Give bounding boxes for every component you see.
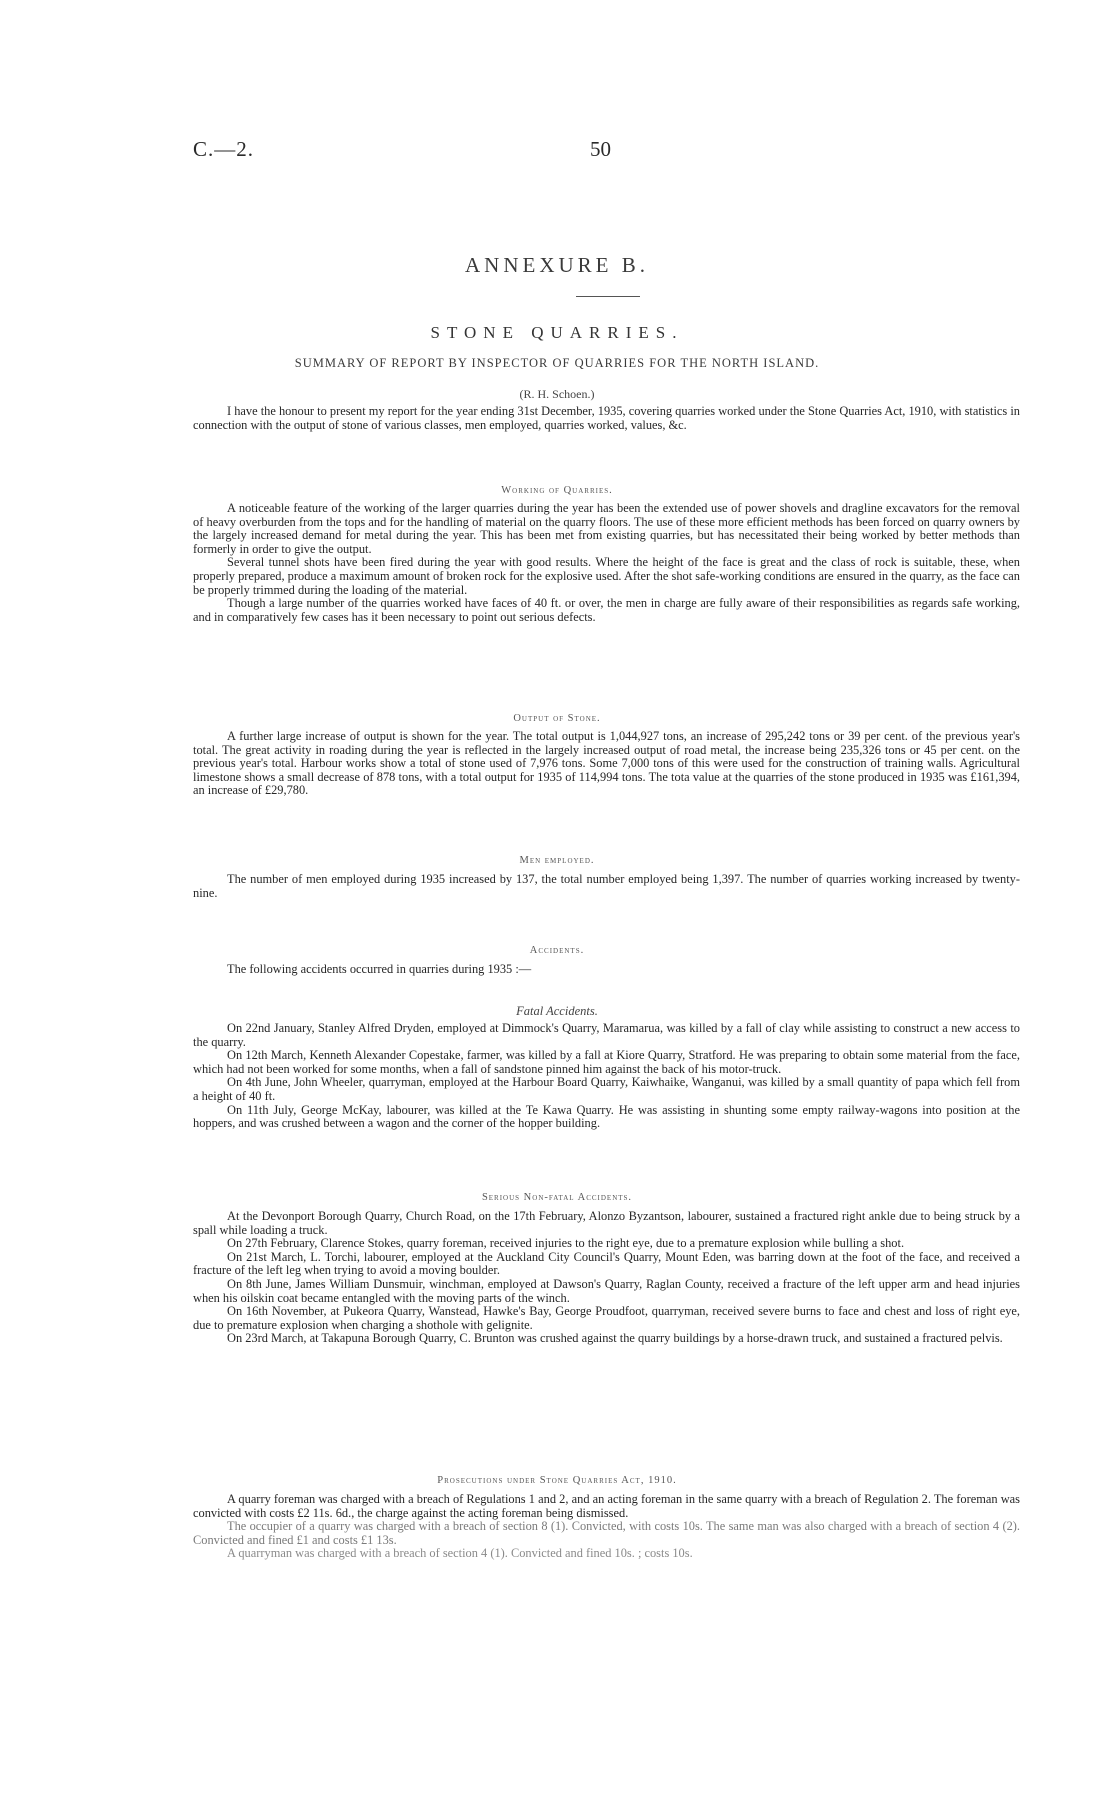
working-paragraph: Several tunnel shots have been fired during the year with good results. Where the height of the face is great and the class of rock is suitable, these, when properly prepared, produce a maximum amount of broken rock for the explosive used. After the shot safe-working conditions are ensured in the quarry, as the face can be properly trimmed during the loading of the material. bbox=[193, 555, 1020, 597]
title-divider bbox=[576, 296, 640, 297]
section-output bbox=[193, 730, 1020, 798]
section-heading-output: Output of Stone. bbox=[513, 713, 601, 724]
output-paragraph: A further large increase of output is shown for the year. The total output is 1,044,927 tons, an increase of 295,242 tons or 39 per cent. of the previous year's total. The great activity in roading during the year is reflected in the largely increased output of road metal, the increase being 235,326 tons or 45 per cent. on the previous year's total. Harbour works show a total of stone used of 7,976 tons. Some 7,000 tons of this were used for the construction of training walls. Agricultural limestone shows a small decrease of 878 tons, with a total output for 1935 of 114,994 tons. The tota value at the quarries of the stone produced in 1935 was £161,394, an increase of £29,780. bbox=[193, 729, 1020, 798]
serious-accidents-list bbox=[193, 1210, 1020, 1346]
fatal-accidents-heading: Fatal Accidents. bbox=[516, 1004, 598, 1018]
page-number: 50 bbox=[590, 137, 611, 161]
prosecution-paragraph: A quarry foreman was charged with a breach of Regulations 1 and 2, and an acting foreman in the same quarry with a breach of Regulation 2. The foreman was convicted with costs £2 11s. 6d., the charge against the acting foreman being dismissed. bbox=[193, 1492, 1020, 1520]
section-working bbox=[193, 502, 1020, 624]
accidents-intro-block bbox=[193, 963, 1020, 977]
serious-accidents-heading: Serious Non-fatal Accidents. bbox=[481, 1192, 633, 1203]
annex-title: ANNEXURE B. bbox=[465, 253, 649, 277]
section-heading-working: Working of Quarries. bbox=[501, 485, 613, 496]
section-prosecutions bbox=[193, 1493, 1020, 1561]
section-men bbox=[193, 873, 1020, 900]
working-paragraph: Though a large number of the quarries worked have faces of 40 ft. or over, the men in charge are fully aware of their responsibilities as regards safe working, and in comparatively few cases has it been necessary to point out serious defects. bbox=[193, 596, 1020, 624]
serious-accident-item: On 16th November, at Pukeora Quarry, Wanstead, Hawke's Bay, George Proudfoot, quarryman, received severe burns to face and chest and loss of right eye, due to premature explosion when charging a shothole with gelignite. bbox=[193, 1304, 1020, 1332]
prosecution-paragraph: A quarryman was charged with a breach of section 4 (1). Convicted and fined 10s. ; costs 10s. bbox=[227, 1546, 693, 1561]
fatal-accident-item: On 11th July, George McKay, labourer, was killed at the Te Kawa Quarry. He was assisting in shunting some empty railway-wagons into position at the hoppers, and was crushed between a wagon and the corner of the hopper building. bbox=[193, 1102, 1020, 1131]
intro-block bbox=[193, 405, 1020, 432]
section-heading-accidents: Accidents. bbox=[529, 945, 585, 956]
fatal-accident-item: On 4th June, John Wheeler, quarryman, employed at the Harbour Board Quarry, Kaiwhaike, Wanganui, was killed by a small quantity of papa which fell from a height of 40 ft. bbox=[193, 1075, 1020, 1103]
serious-accident-item: On 8th June, James William Dunsmuir, winchman, employed at Dawson's Quarry, Raglan County, received a fracture of the left upper arm and head injuries when his oilskin coat became entangled with the moving parts of the winch. bbox=[193, 1276, 1020, 1305]
serious-accident-item: On 21st March, L. Torchi, labourer, employed at the Auckland City Council's Quarry, Mount Eden, was barring down at the foot of the face, and received a fracture of the left leg when trying to avoid a moving boulder. bbox=[193, 1249, 1020, 1278]
serious-accident-item: At the Devonport Borough Quarry, Church Road, on the 17th February, Alonzo Byzantson, labourer, sustained a fractured right ankle due to being struck by a spall while loading a truck. bbox=[193, 1209, 1020, 1237]
accidents-intro: The following accidents occurred in quarries during 1935 :— bbox=[227, 962, 532, 976]
prosecution-paragraph: The occupier of a quarry was charged with a breach of section 8 (1). Convicted, with costs 10s. The same man was also charged with a breach of section 4 (2). Convicted and fined £1 and costs £1 13s. bbox=[193, 1519, 1020, 1547]
fatal-accident-item: On 22nd January, Stanley Alfred Dryden, employed at Dimmock's Quarry, Maramarua, was killed by a fall of clay while assisting to construct a new access to the quarry. bbox=[193, 1021, 1020, 1049]
section-heading-prosecutions: Prosecutions under Stone Quarries Act, 1910. bbox=[437, 1475, 677, 1486]
document-reference: C.—2. bbox=[193, 137, 255, 161]
serious-accident-item: On 27th February, Clarence Stokes, quarry foreman, received injuries to the right eye, due to a premature explosion while bulling a shot. bbox=[227, 1236, 905, 1251]
report-subtitle: SUMMARY OF REPORT BY INSPECTOR OF QUARRIES FOR THE NORTH ISLAND. bbox=[294, 356, 820, 370]
fatal-accidents-list bbox=[193, 1022, 1020, 1131]
section-heading-men: Men employed. bbox=[519, 855, 595, 866]
intro-paragraph: I have the honour to present my report for the year ending 31st December, 1935, covering quarries worked under the Stone Quarries Act, 1910, with statistics in connection with the output of stone of various classes, men employed, quarries worked, values, &c. bbox=[193, 404, 1020, 432]
working-paragraph: A noticeable feature of the working of the larger quarries during the year has been the extended use of power shovels and dragline excavators for the removal of heavy overburden from the tops and for the handling of material on the quarry floors. The use of these more efficient methods has been forced on quarry owners by the largely increased demand for metal during the year. This has been met from existing quarries, but has necessitated their being worked by better methods than formerly in order to give the output. bbox=[193, 501, 1020, 556]
page-title: STONE QUARRIES. bbox=[430, 323, 684, 342]
report-author: (R. H. Schoen.) bbox=[519, 387, 595, 401]
fatal-accident-item: On 12th March, Kenneth Alexander Copestake, farmer, was killed by a fall at Kiore Quarry, Stratford. He was preparing to obtain some material from the face, which had not been worked for some months, when a fall of sandstone pinned him against the back of his motor-truck. bbox=[193, 1048, 1020, 1076]
men-paragraph: The number of men employed during 1935 increased by 137, the total number employed being 1,397. The number of quarries working increased by twenty-nine. bbox=[193, 872, 1020, 900]
serious-accident-item: On 23rd March, at Takapuna Borough Quarry, C. Brunton was crushed against the quarry buildings by a horse-drawn truck, and sustained a fractured pelvis. bbox=[227, 1331, 1003, 1346]
